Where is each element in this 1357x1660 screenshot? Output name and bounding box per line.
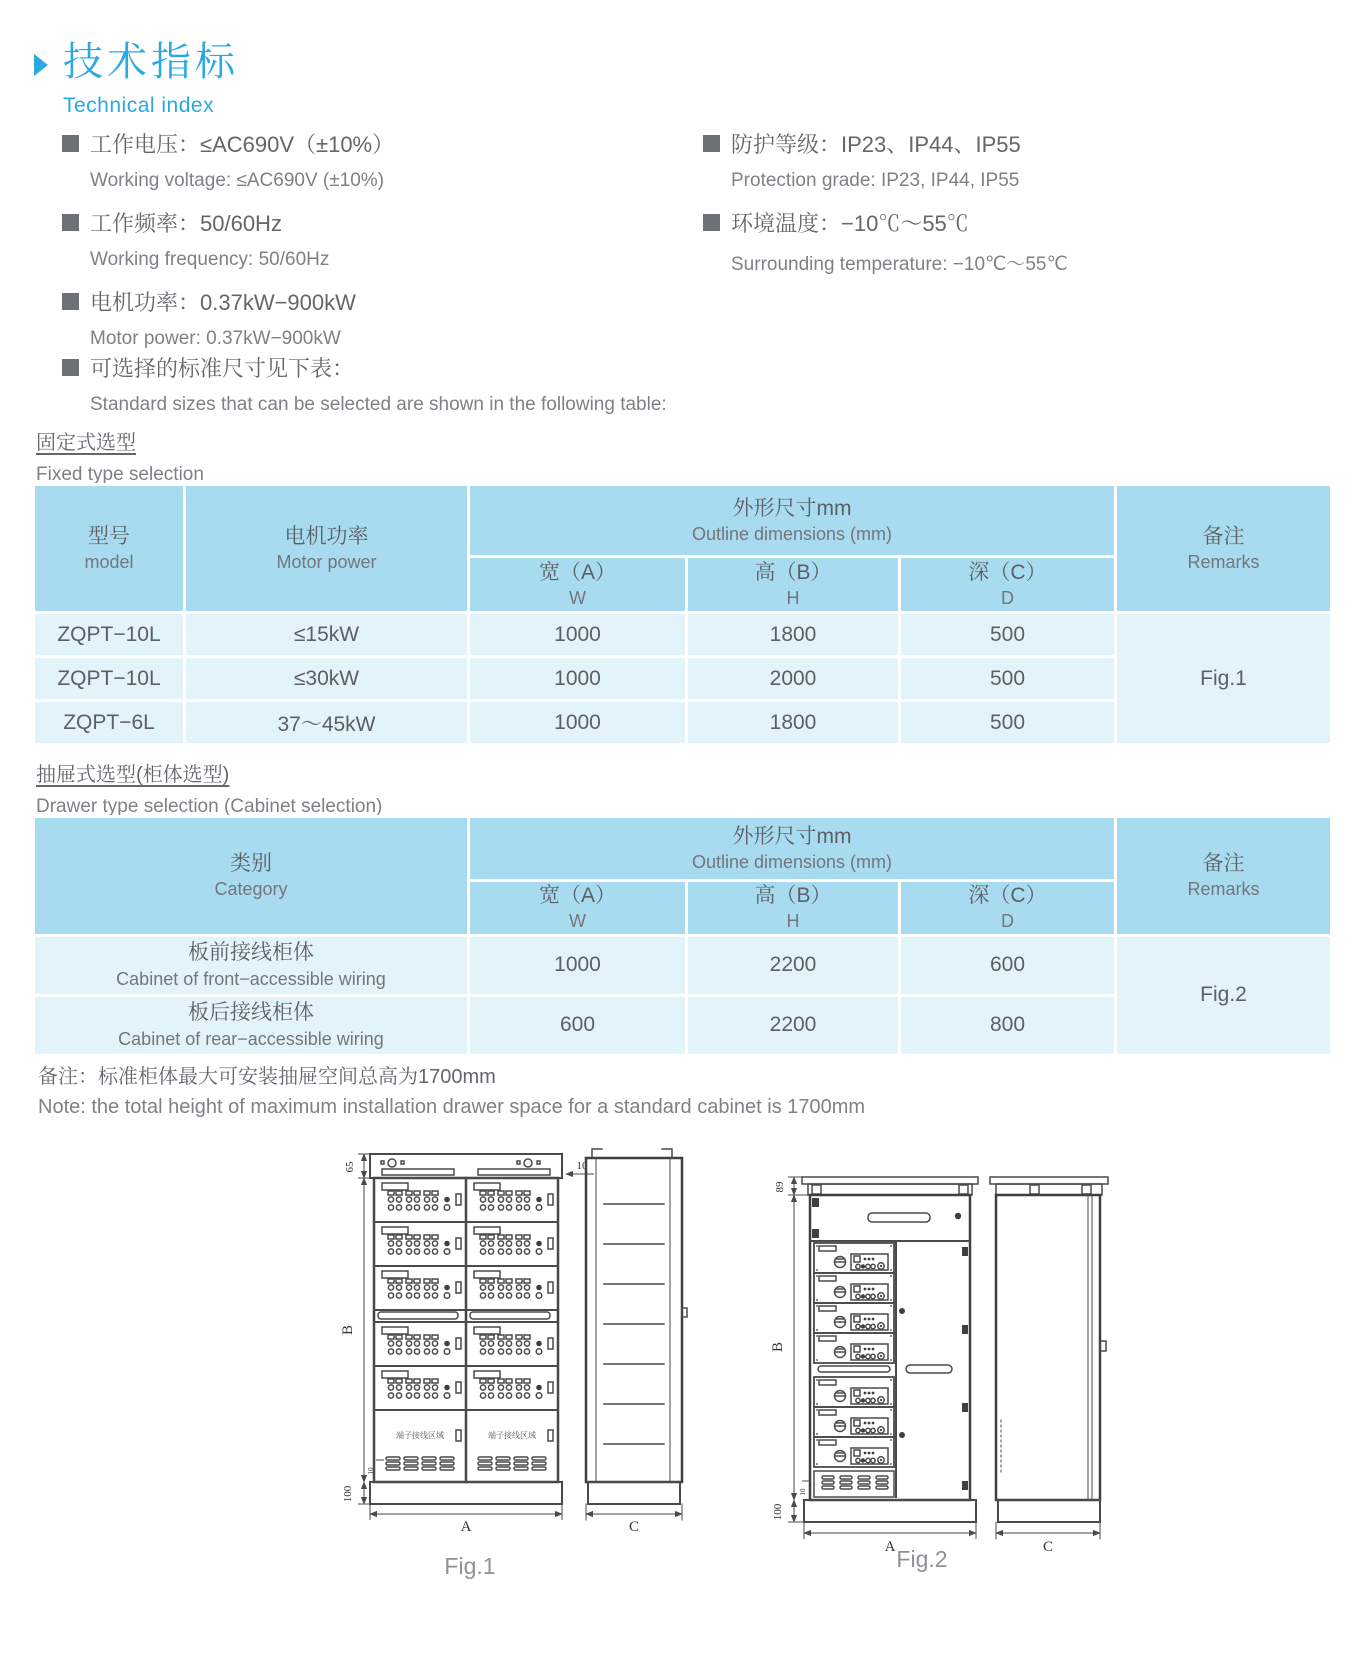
- cell-depth: 600: [900, 935, 1116, 995]
- fig1-dim-b: B: [340, 1324, 356, 1336]
- cell-width: 600: [469, 995, 687, 1055]
- page-title-en: Technical index: [63, 94, 215, 117]
- fig1-front-view: [370, 1154, 562, 1504]
- spec-working-voltage: [62, 128, 394, 159]
- cell-power: ≤30kW: [185, 657, 469, 701]
- col-header-motor-power: 电机功率 Motor power: [185, 485, 469, 613]
- square-bullet-icon: [62, 293, 79, 310]
- fig1-dim-100: 100: [342, 1485, 354, 1503]
- square-bullet-icon: [703, 214, 720, 231]
- col-header-outline: 外形尺寸mm Outline dimensions (mm): [469, 817, 1116, 881]
- spec-motor-power-cn: 电机功率：0.37kW−900kW: [90, 290, 356, 315]
- spec-protection-grade-cn: 防护等级：IP23、IP44、IP55: [731, 132, 1021, 157]
- square-bullet-icon: [62, 359, 79, 376]
- cell-model: ZQPT−10L: [34, 613, 185, 657]
- cell-category: 板前接线柜体 Cabinet of front−accessible wiring: [34, 935, 469, 995]
- col-header-width: 宽（A） W: [469, 557, 687, 613]
- cell-power: 37～45kW: [185, 701, 469, 745]
- specs-left-column: [62, 128, 394, 365]
- fig2-cabinet-drawing: [690, 1085, 1120, 1565]
- cell-height: 2200: [687, 995, 900, 1055]
- page-header: [34, 42, 239, 118]
- spec-motor-power: [62, 286, 394, 317]
- spec-standard-sizes: [62, 352, 667, 431]
- fig2-dim-b: B: [770, 1341, 786, 1353]
- col-header-height: 高（B） H: [687, 881, 900, 936]
- cell-width: 1000: [469, 701, 687, 745]
- cell-depth: 500: [900, 657, 1116, 701]
- fixed-selection-heading: [36, 426, 204, 486]
- note-en: Note: the total height of maximum installation drawer space for a standard cabinet is 1700mm: [38, 1096, 866, 1118]
- note-cn: 备注：标准柜体最大可安装抽屉空间总高为1700mm: [38, 1066, 496, 1088]
- fig2-dim-89: 89: [774, 1181, 786, 1193]
- cell-depth: 800: [900, 995, 1116, 1055]
- square-bullet-icon: [62, 214, 79, 231]
- cell-width: 1000: [469, 935, 687, 995]
- spec-motor-power-en: Motor power: 0.37kW−900kW: [90, 328, 341, 349]
- spec-working-frequency: [62, 207, 394, 238]
- cell-model: ZQPT−6L: [34, 701, 185, 745]
- spec-working-frequency-en: Working frequency: 50/60Hz: [90, 249, 330, 270]
- cell-model: ZQPT−10L: [34, 657, 185, 701]
- col-header-remarks: 备注 Remarks: [1116, 485, 1332, 613]
- fig2-side-view: [990, 1177, 1108, 1555]
- fig1-dim-10-left: 10: [367, 1467, 375, 1475]
- cell-width: 1000: [469, 613, 687, 657]
- page-title-block: [63, 42, 239, 118]
- cell-height: 1800: [687, 701, 900, 745]
- fig2-dim-10: 10: [799, 1488, 807, 1496]
- cell-height: 1800: [687, 613, 900, 657]
- spec-surrounding-temperature-cn: 环境温度：−10℃～55℃: [731, 211, 969, 236]
- spec-standard-sizes-cn: 可选择的标准尺寸见下表：: [90, 356, 355, 381]
- fig1-dim-a: A: [460, 1519, 472, 1535]
- fig2-caption: Fig.2: [896, 1546, 948, 1572]
- cell-category: 板后接线柜体 Cabinet of rear−accessible wiring: [34, 995, 469, 1055]
- spec-surrounding-temperature-en: Surrounding temperature: −10℃～55℃: [731, 254, 1068, 275]
- fig2-dim-100: 100: [772, 1503, 784, 1521]
- col-header-depth: 深（C） D: [900, 881, 1116, 936]
- table-header-row: [34, 817, 1332, 881]
- col-header-width: 宽（A） W: [469, 881, 687, 936]
- square-bullet-icon: [703, 135, 720, 152]
- spec-working-frequency-cn: 工作频率：50/60Hz: [90, 211, 282, 236]
- cell-height: 2200: [687, 935, 900, 995]
- fixed-selection-title-en: Fixed type selection: [36, 464, 204, 485]
- fig1-dim-10-top: 10: [576, 1160, 588, 1172]
- table-header-row: [34, 485, 1332, 557]
- spec-working-voltage-cn: 工作电压：≤AC690V（±10%）: [90, 132, 395, 157]
- spec-working-voltage-en: Working voltage: ≤AC690V (±10%): [90, 170, 385, 191]
- fixed-selection-table: [32, 483, 1333, 746]
- col-header-remarks: 备注 Remarks: [1116, 817, 1332, 936]
- spec-protection-grade-en: Protection grade: IP23, IP44, IP55: [731, 170, 1020, 191]
- table-row: [34, 935, 1332, 995]
- cell-height: 2000: [687, 657, 900, 701]
- col-header-outline: 外形尺寸mm Outline dimensions (mm): [469, 485, 1116, 557]
- fig2-dim-c: C: [1042, 1539, 1054, 1555]
- fig1-caption: Fig.1: [444, 1553, 496, 1579]
- fig1-cabinet-drawing: 端子接线区域 65 B 100 10 A 10 C: [330, 1140, 720, 1540]
- col-header-depth: 深（C） D: [900, 557, 1116, 613]
- page-title-cn: 技术指标: [63, 40, 239, 84]
- cell-remark: Fig.2: [1116, 935, 1332, 1055]
- spec-standard-sizes-en: Standard sizes that can be selected are shown in the following table:: [90, 394, 667, 415]
- col-header-model: 型号 model: [34, 485, 185, 613]
- drawer-selection-table: [32, 815, 1333, 1057]
- col-header-height: 高（B） H: [687, 557, 900, 613]
- spec-surrounding-temperature: [703, 207, 1068, 238]
- specs-right-column: [703, 128, 1068, 291]
- drawer-selection-title-cn: 抽屉式选型(柜体选型): [36, 764, 230, 786]
- fig2-dim-a: A: [884, 1539, 896, 1555]
- cell-depth: 500: [900, 613, 1116, 657]
- fig1-dim-65: 65: [344, 1161, 356, 1173]
- cell-width: 1000: [469, 657, 687, 701]
- table-row: [34, 613, 1332, 657]
- spec-protection-grade: [703, 128, 1068, 159]
- square-bullet-icon: [62, 135, 79, 152]
- fig1-side-view: [586, 1149, 687, 1535]
- drawer-selection-title-en: Drawer type selection (Cabinet selection): [36, 796, 383, 817]
- cell-depth: 500: [900, 701, 1116, 745]
- cell-power: ≤15kW: [185, 613, 469, 657]
- fixed-selection-title-cn: 固定式选型: [36, 432, 136, 454]
- col-header-category: 类别 Category: [34, 817, 469, 936]
- arrow-right-icon: [34, 54, 48, 76]
- cell-remark: Fig.1: [1116, 613, 1332, 745]
- fig1-dim-c: C: [628, 1519, 640, 1535]
- drawer-selection-heading: [36, 758, 382, 818]
- fig2-front-view: [802, 1177, 978, 1522]
